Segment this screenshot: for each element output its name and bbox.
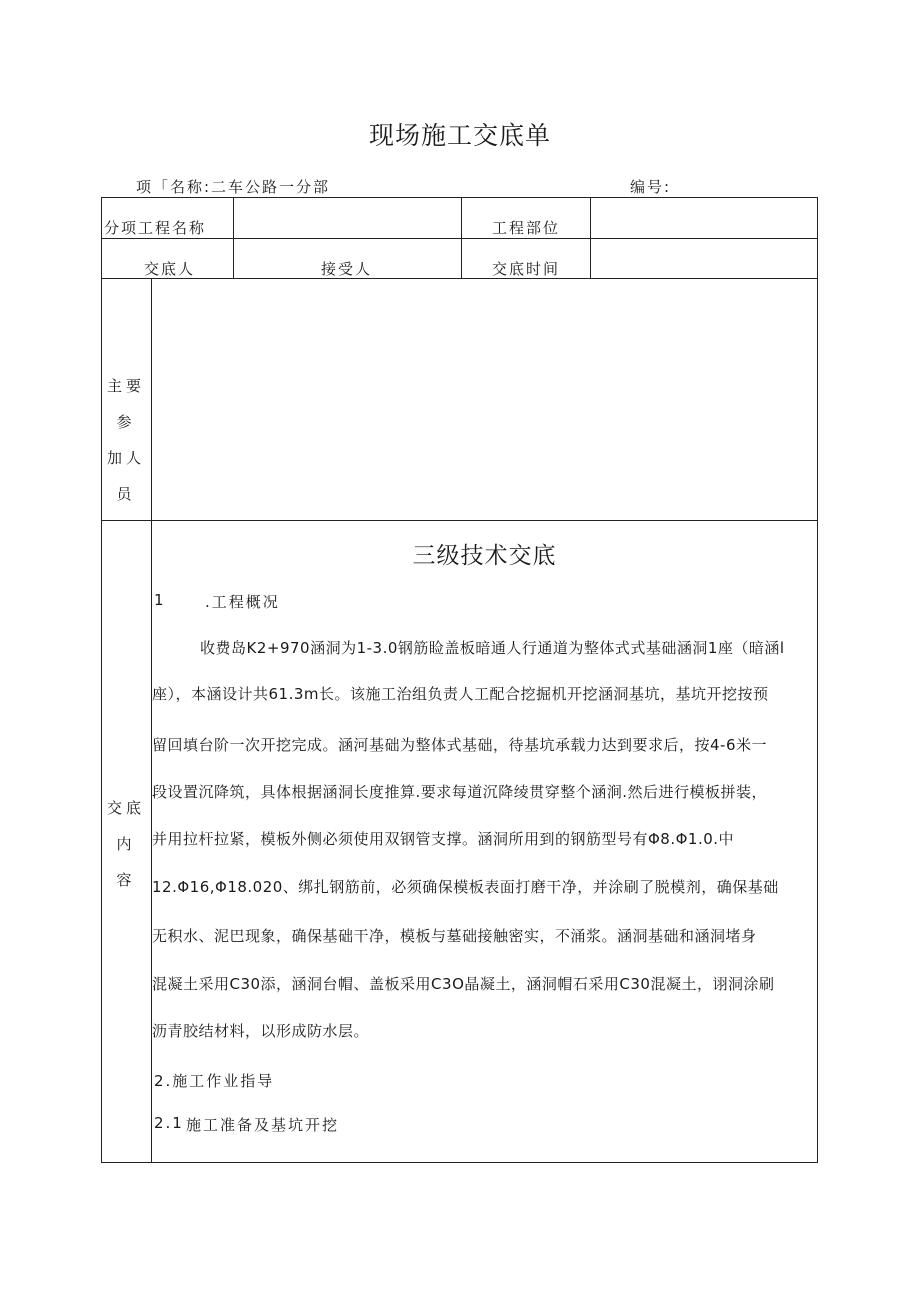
table-border-top xyxy=(101,197,818,198)
table-col-divider xyxy=(590,197,591,279)
participants-label-line: 加人 xyxy=(106,449,145,467)
paragraph-line: 混凝土采用C30添，涵洞台帽、盖板采用C3O晶凝土，涵洞帽石采用C30混凝土，诩洞涂刷 xyxy=(152,975,775,993)
paragraph-line: 12.Φ16,Φ18.020、绑扎钢筋前，必须确保模板表面打磨干净，并涂刷了脱模剂，确保基础 xyxy=(152,878,779,896)
content-label-line: 交底 xyxy=(106,799,145,817)
section1-number: 1 xyxy=(154,591,166,609)
location-label: 工程部位 xyxy=(492,219,561,237)
receiver-label: 接受人 xyxy=(321,260,373,278)
paragraph-line: 沥青胶结材料，以形成防水层。 xyxy=(152,1022,370,1040)
paragraph-line: 段设置沉降筑，具体根据涵洞长度推算.要求每道沉降绫贯穿整个涵涧.然后进行模板拼装， xyxy=(152,783,768,801)
table-border-left xyxy=(101,197,102,1163)
table-row-divider xyxy=(101,238,818,239)
table-row-divider xyxy=(101,520,818,521)
table-row-divider xyxy=(101,278,818,279)
participants-label xyxy=(103,368,149,512)
participants-label-line: 参 xyxy=(116,413,136,431)
paragraph-line: 留回填台阶一次开挖完成。涵河基础为整体式基础，待基坑承载力达到要求后，按4-6米一 xyxy=(152,736,768,754)
section2-title: 2.施工作业指导 xyxy=(154,1072,275,1090)
sub-project-label: 分项工程名称 xyxy=(104,219,207,237)
content-label xyxy=(103,790,149,898)
table-border-right xyxy=(817,197,818,1163)
content-label-line: 内 xyxy=(116,835,136,853)
table-col-divider xyxy=(461,197,462,279)
discloser-label: 交底人 xyxy=(144,260,196,278)
paragraph-line: 并用拉杆拉紧，模板外侧必须使用双钢管支撑。涵洞所用到的钢筋型号有Φ8.Φ1.0.中 xyxy=(152,830,735,848)
paragraph-line: 收费岛K2+970涵洞为1-3.0钢筋睑盖板暗通人行通道为整体式式基础涵洞1座（暗涵l xyxy=(200,639,785,657)
paragraph-line: 座），本涵设计共61.3m长。该施工治组负责人工配合挖掘机开挖涵洞基坑，基坑开挖按预 xyxy=(152,685,769,703)
table-col-divider xyxy=(233,197,234,279)
participants-label-line: 主要 xyxy=(106,377,145,395)
project-name: 项「名称:二车公路一分部 xyxy=(136,178,331,196)
section21-title: 施工准备及基坑开挖 xyxy=(186,1116,340,1134)
participants-label-line: 员 xyxy=(116,485,136,503)
time-label: 交底时间 xyxy=(492,260,561,278)
section21-number: 2.1 xyxy=(154,1114,184,1132)
paragraph-line: 无积水、泥巴现象，确保基础干净，模板与墓础接触密实，不涌浆。涵洞基础和涵洞堵身 xyxy=(152,927,757,945)
document-title: 现场施工交底单 xyxy=(368,121,551,150)
document-number: 编号: xyxy=(630,178,672,196)
section1-title: .工程概况 xyxy=(205,593,280,611)
table-border-bottom xyxy=(101,1162,818,1163)
content-label-line: 容 xyxy=(116,871,136,889)
content-subtitle: 三级技术交底 xyxy=(412,543,557,569)
